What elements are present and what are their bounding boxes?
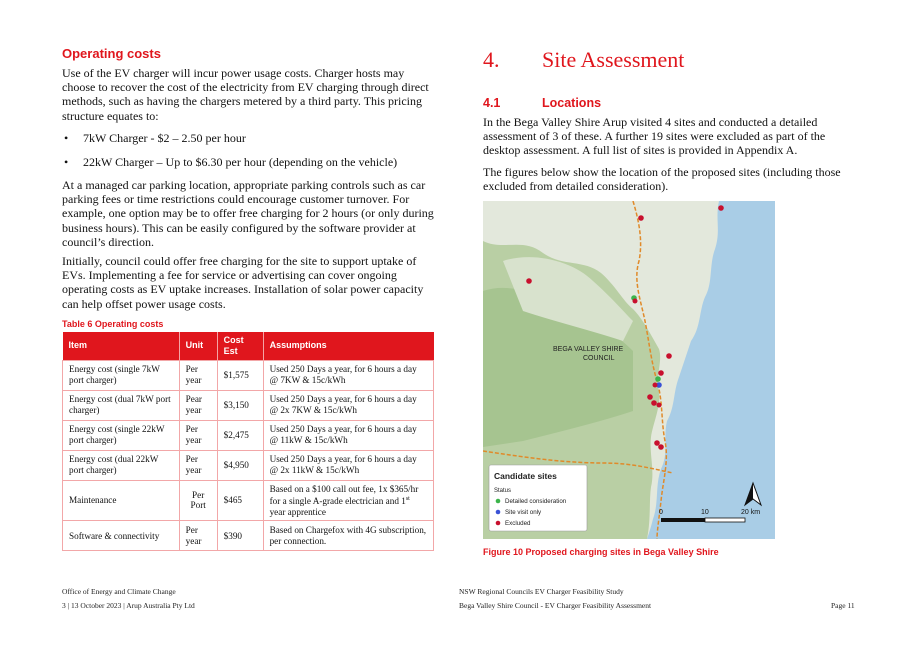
site-marker-excluded — [718, 205, 724, 211]
assumption-text-a: Based on a $100 call out fee, 1x $365/hr for a single A-grade electrician and 1 — [269, 483, 419, 507]
footer-document: Bega Valley Shire Council - EV Charger Feasibility Assessment — [459, 601, 652, 610]
cell-assumption: Based on Chargefox with 4G subscription, per connection. — [263, 521, 433, 551]
cell-assumption: Used 250 Days a year, for 6 hours a day @ 11kW & 15c/kWh — [263, 420, 433, 450]
table-row — [63, 360, 434, 390]
cell-item: Energy cost (single 7kW port charger) — [63, 360, 180, 390]
table-header-row — [63, 332, 434, 360]
bullet-marker: • — [64, 155, 69, 169]
site-marker-excluded — [653, 383, 658, 388]
header-unit: Unit — [179, 332, 217, 360]
legend-dot-site-visit — [496, 510, 501, 515]
cell-cost: $2,475 — [217, 420, 263, 450]
cell-cost: $390 — [217, 521, 263, 551]
operating-costs-heading: Operating costs — [62, 46, 161, 61]
table-row — [63, 450, 434, 480]
cell-assumption: Used 250 Days a year, for 6 hours a day @ 2x 7KW & 15c/kWh — [263, 390, 433, 420]
scale-label-10: 10 — [701, 509, 709, 516]
site-marker-excluded — [666, 353, 672, 359]
cell-unit: Per Port — [179, 480, 217, 521]
cell-cost: $1,575 — [217, 360, 263, 390]
cell-item: Software & connectivity — [63, 521, 180, 551]
cell-cost: $4,950 — [217, 450, 263, 480]
cell-item: Energy cost (single 22kW port charger) — [63, 420, 180, 450]
scale-label-0: 0 — [659, 509, 663, 516]
legend-status: Status — [494, 488, 512, 494]
table-row — [63, 521, 434, 551]
header-assumptions: Assumptions — [263, 332, 433, 360]
legend-label-detailed: Detailed consideration — [505, 498, 567, 505]
free-charging-paragraph: Initially, council could offer free charging for the site to support uptake of EVs. Implementing a fee for service or advertising can cover ongoing operating costs as EV uptake increases. Installation of solar power capacity can help offset power usage costs. — [62, 254, 424, 311]
site-marker-excluded — [657, 403, 662, 408]
legend-label-excluded: Excluded — [505, 520, 531, 527]
site-marker-excluded — [654, 440, 660, 446]
cell-unit: Pear year — [179, 390, 217, 420]
assumption-superscript: st — [405, 496, 410, 503]
bullet-22kw — [64, 155, 434, 169]
cell-assumption — [263, 480, 433, 521]
legend-title: Candidate sites — [494, 471, 557, 481]
table-caption: Table 6 Operating costs — [62, 319, 164, 329]
cell-item: Energy cost (dual 7kW port charger) — [63, 390, 180, 420]
site-marker-excluded — [526, 278, 532, 284]
subsection-title: Locations — [542, 96, 602, 110]
cell-item: Maintenance — [63, 480, 180, 521]
site-marker-detailed — [655, 376, 661, 382]
legend-dot-detailed — [496, 499, 501, 504]
figures-paragraph: The figures below show the location of the proposed sites (including those excluded from detailed consideration). — [483, 165, 841, 194]
cell-assumption: Used 250 Days a year, for 6 hours a day @ 7KW & 15c/kWh — [263, 360, 433, 390]
cell-cost: $3,150 — [217, 390, 263, 420]
cell-unit: Per year — [179, 450, 217, 480]
site-marker-excluded — [647, 394, 653, 400]
parking-paragraph: At a managed car parking location, appropriate parking controls such as car parking fees or time restrictions could encourage customer turnover. For example, one option may be to offer free charging for 2 hours (or only during business hours). This can be easily configured by the software provider at council’s direction. — [62, 178, 434, 249]
table-row — [63, 390, 434, 420]
site-marker-excluded — [651, 400, 657, 406]
cell-assumption: Used 250 Days a year, for 6 hours a day @ 2x 11kW & 15c/kWh — [263, 450, 433, 480]
cell-item: Energy cost (dual 22kW port charger) — [63, 450, 180, 480]
table-row — [63, 420, 434, 450]
subsection-number: 4.1 — [483, 96, 501, 110]
site-marker-excluded — [638, 215, 644, 221]
cell-unit: Per year — [179, 521, 217, 551]
bullet-marker: • — [64, 131, 69, 145]
footer-organisation: Office of Energy and Climate Change — [62, 587, 176, 596]
bullet-22kw-text: 22kW Charger – Up to $6.30 per hour (depending on the vehicle) — [83, 155, 398, 169]
table-row — [63, 480, 434, 521]
section-title: Site Assessment — [542, 47, 685, 72]
legend-dot-excluded — [496, 521, 501, 526]
cell-unit: Per year — [179, 420, 217, 450]
operating-costs-table — [62, 332, 434, 551]
site-marker-excluded — [633, 299, 638, 304]
footer-study: NSW Regional Councils EV Charger Feasibility Study — [459, 587, 624, 596]
figure-caption: Figure 10 Proposed charging sites in Bega Valley Shire — [483, 547, 719, 557]
cell-cost: $465 — [217, 480, 263, 521]
footer-reference: 3 | 13 October 2023 | Arup Australia Pty Ltd — [62, 601, 195, 610]
scale-segment-1 — [661, 518, 705, 522]
footer-page-number: Page 11 — [831, 601, 855, 610]
site-marker-excluded — [658, 444, 664, 450]
assumption-text-b: year apprentice — [269, 506, 326, 517]
scale-segment-2 — [705, 518, 745, 522]
bullet-7kw-text: 7kW Charger - $2 – 2.50 per hour — [83, 131, 246, 145]
site-map — [483, 201, 775, 539]
map-legend — [489, 465, 587, 531]
region-label-line1: BEGA VALLEY SHIRE — [553, 346, 624, 353]
scale-label-20: 20 km — [741, 509, 761, 516]
section-number: 4. — [483, 47, 500, 72]
header-cost: Cost Est — [217, 332, 263, 360]
header-item: Item — [63, 332, 180, 360]
bullet-7kw — [64, 131, 434, 145]
cell-unit: Per year — [179, 360, 217, 390]
site-marker-excluded — [658, 370, 664, 376]
operating-costs-intro: Use of the EV charger will incur power usage costs. Charger hosts may choose to recover the cost of the electricity from EV charging through direct methods, such as having the chargers metered by a third party. This pricing structure equates to: — [62, 66, 429, 123]
locations-paragraph: In the Bega Valley Shire Arup visited 4 sites and conducted a detailed assessment of 3 of these. A further 19 sites were excluded as part of the desktop assessment. A full list of sites is provided in Appendix A. — [483, 115, 826, 158]
legend-label-site-visit: Site visit only — [505, 509, 542, 516]
region-label-line2: COUNCIL — [583, 355, 615, 362]
